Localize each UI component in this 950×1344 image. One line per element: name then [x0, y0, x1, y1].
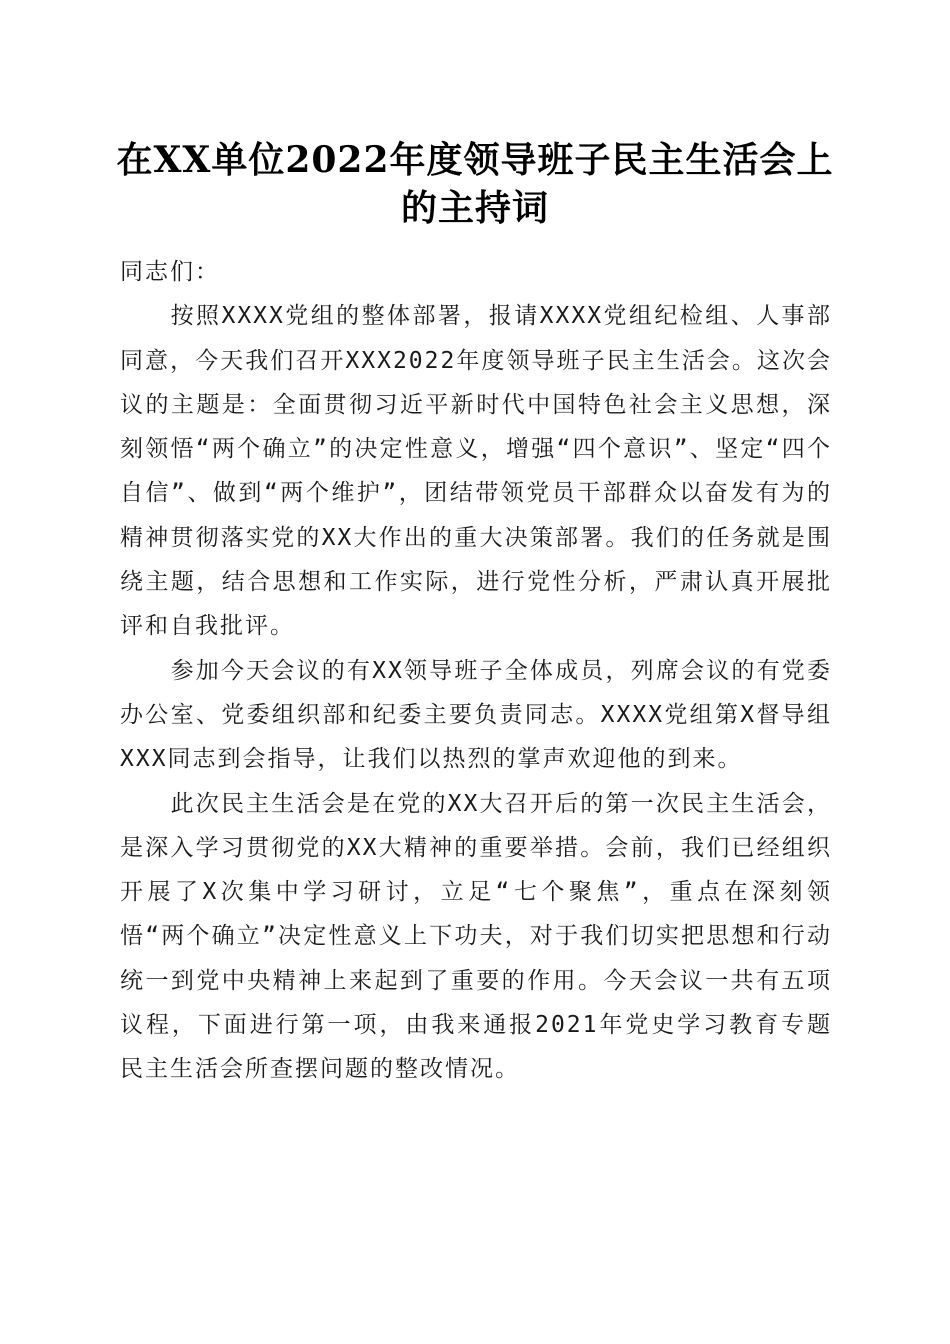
- title-line-2: 的主持词: [400, 187, 549, 229]
- document-body: [120, 250, 832, 1092]
- paragraph-2: 参加今天会议的有XX领导班子全体成员，列席会议的有党委办公室、党委组织部和纪委主要负责同志。XXXX党组第X督导组XXX同志到会指导，让我们以热烈的掌声欢迎他的到来。: [120, 657, 832, 773]
- document-title: [100, 136, 850, 232]
- salutation: 同志们：: [120, 259, 220, 285]
- paragraph-3: 此次民主生活会是在党的XX大召开后的第一次民主生活会，是深入学习贯彻党的XX大精神的重要举措。会前，我们已经组织开展了X次集中学习研讨，立足“七个聚焦”，重点在深刻领悟“两个确立”决定性意义上下功夫，对于我们切实把思想和行动统一到党中央精神上来起到了重要的作用。今天会议一共有五项议程，下面进行第一项，由我来通报2021年党史学习教育专题民主生活会所查摆问题的整改情况。: [120, 790, 832, 1083]
- title-line-1: 在XX单位2022年度领导班子民主生活会上: [116, 139, 834, 181]
- paragraph-1: 按照XXXX党组的整体部署，报请XXXX党组纪检组、人事部同意，今天我们召开XXX2022年度领导班子民主生活会。这次会议的主题是：全面贯彻习近平新时代中国特色社会主义思想，深刻领悟“两个确立”的决定性意义，增强“四个意识”、坚定“四个自信”、做到“两个维护”，团结带领党员干部群众以奋发有为的精神贯彻落实党的XX大作出的重大决策部署。我们的任务就是围绕主题，结合思想和工作实际，进行党性分析，严肃认真开展批评和自我批评。: [120, 303, 832, 640]
